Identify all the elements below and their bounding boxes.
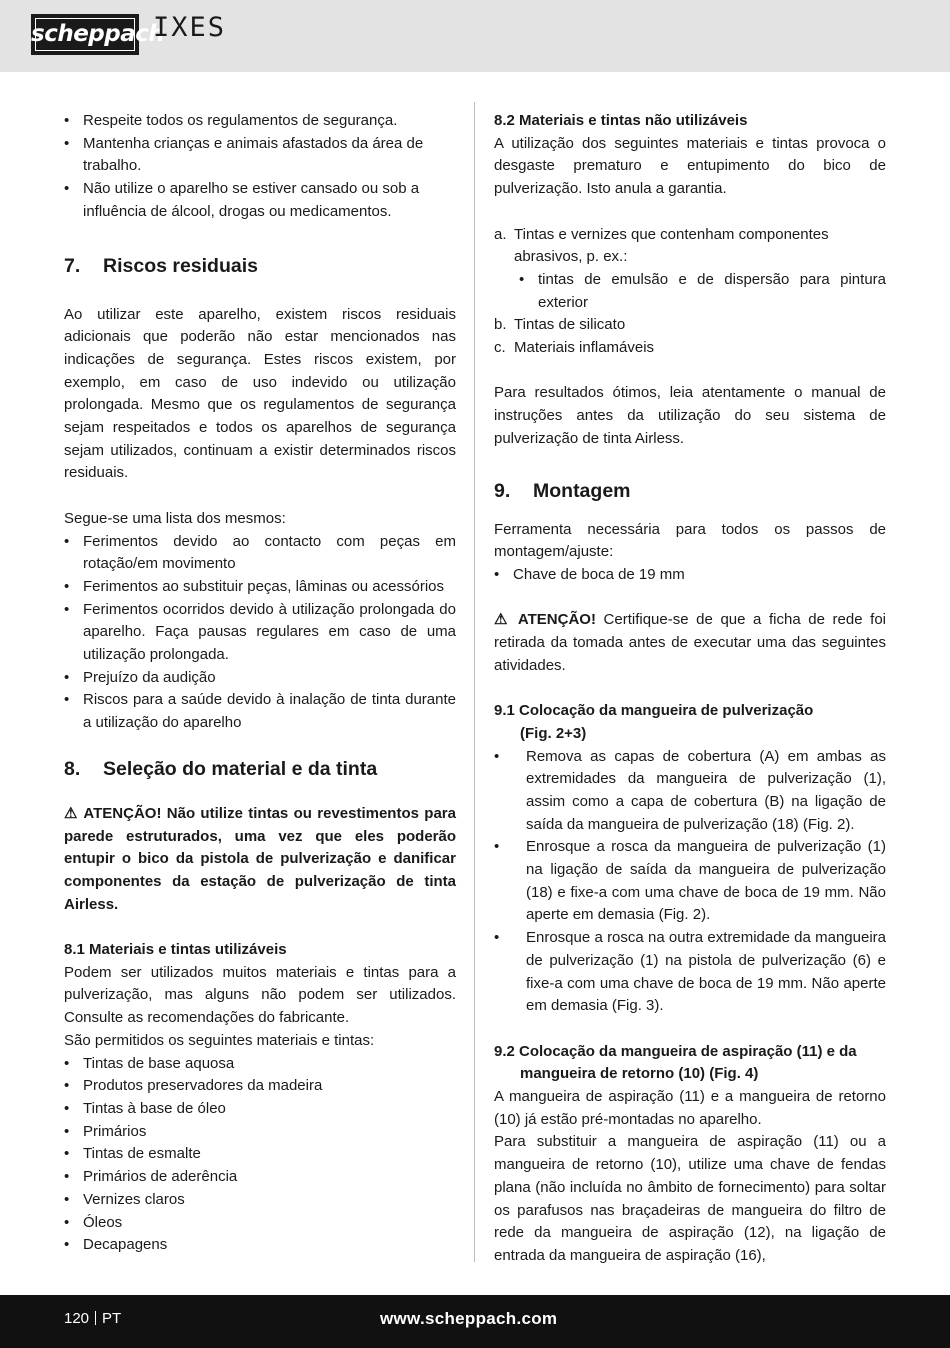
paragraph: Para substituir a mangueira de aspiração (11) ou a mangueira de retorno (10), utilize uma chave de fendas plana (não incluída no âmbito de fornecimento) para soltar os parafusos nas braçadeiras de mangueira do filtro de rede da mangueira de aspiração (12), na ligação de entrada da mangueira de aspiração (16),: [494, 1133, 886, 1264]
separator: [95, 1311, 96, 1325]
paragraph: Segue-se uma lista dos mesmos:: [64, 509, 286, 527]
unusable-materials-list: [494, 224, 886, 269]
website-link[interactable]: www.scheppach.com: [380, 1309, 558, 1328]
list-item: • Riscos para a saúde devido à inalação de tinta durante a utilização do aparelho: [64, 689, 456, 734]
warning-text: Certifique-se de que a ficha de rede foi retirada da tomada antes de executar uma das seguintes atividades.: [494, 611, 886, 674]
warning-label: ⚠ ATENÇÃO!: [494, 611, 596, 629]
residual-risks-list: [64, 531, 456, 735]
subsection-9-1-heading: 9.1 Colocação da mangueira de pulverização: [494, 702, 814, 720]
ixes-brand-logo: IXES: [153, 12, 227, 43]
section-8-heading: [64, 755, 456, 783]
paragraph: São permitidos os seguintes materiais e tintas:: [64, 1031, 375, 1049]
list-item: • Vernizes claros: [64, 1189, 456, 1212]
page-footer: [0, 1295, 950, 1348]
intro-bullet-list: [64, 110, 456, 224]
section-number: 9.: [494, 479, 511, 502]
list-item: • Enrosque a rosca da mangueira de pulverização (1) na ligação de saída da mangueira de pulverização (18) e fixe-a com uma chave de boca de 19 mm. Não aperte em demasia (Fig. 2).: [494, 836, 886, 927]
paragraph: Ferramenta necessária para todos os passos de montagem/ajuste:: [494, 520, 886, 561]
list-item: • Ferimentos ocorridos devido à utilização prolongada do aparelho. Faça pausas regulares em caso de uma utilização prolongada.: [64, 599, 456, 667]
section-title: Seleção do material e da tinta: [103, 757, 378, 780]
section-title: Montagem: [533, 479, 631, 502]
list-item: • Ferimentos devido ao contacto com peças em rotação/em movimento: [64, 531, 456, 576]
list-item: • Primários de aderência: [64, 1166, 456, 1189]
section-title: Riscos residuais: [103, 254, 258, 277]
right-column: [494, 110, 886, 1268]
unusable-materials-list-cont: [494, 314, 886, 359]
paragraph: Ao utilizar este aparelho, existem riscos residuais adicionais que poderão não estar mencionados nas indicações de segurança. Estes riscos existem, por exemplo, em caso de uso indevido ou utilização prolongada. Mesmo que os regulamentos de segurança sejam respeitados e todos os aparelhos de segurança sejam utilizados, continuam a existir determinados riscos residuais.: [64, 305, 456, 482]
paragraph: A utilização dos seguintes materiais e tintas provoca o desgaste prematuro e entupimento do bico de pulverização. Isto anula a garantia.: [494, 134, 886, 198]
sub-bullet-list: [494, 269, 886, 314]
subsection-8-2-heading: 8.2 Materiais e tintas não utilizáveis: [494, 112, 748, 129]
section-7-heading: [64, 252, 456, 280]
paragraph: Podem ser utilizados muitos materiais e tintas para a pulverização, mas alguns não podem ser utilizados. Consulte as recomendações do fabricante.: [64, 963, 456, 1027]
list-item: • Respeite todos os regulamentos de segurança.: [64, 110, 456, 133]
page-number-label: [64, 1309, 121, 1329]
usable-materials-list: [64, 1053, 456, 1257]
language-code: PT: [102, 1310, 122, 1327]
section-number: 7.: [64, 254, 81, 277]
list-item: • Não utilize o aparelho se estiver cansado ou sob a influência de álcool, drogas ou medicamentos.: [64, 178, 456, 223]
list-marker: c.: [494, 339, 506, 357]
list-marker: b.: [494, 316, 507, 334]
left-column: [64, 110, 456, 1257]
list-marker: a.: [494, 225, 507, 243]
tools-list: [494, 564, 886, 587]
warning-paragraph: [494, 609, 886, 677]
list-item-text: Materiais inflamáveis: [514, 339, 655, 357]
page-header: [0, 0, 950, 72]
list-item: • Produtos preservadores da madeira: [64, 1075, 456, 1098]
list-item: • Tintas à base de óleo: [64, 1098, 456, 1121]
subsection-9-2-heading-cont: mangueira de retorno (10) (Fig. 4): [520, 1065, 759, 1083]
paragraph: Para resultados ótimos, leia atentamente o manual de instruções antes da utilização do seu sistema de pulverização de tinta Airless.: [494, 384, 886, 447]
list-item: [494, 224, 886, 269]
list-item: • Tintas de esmalte: [64, 1143, 456, 1166]
list-item: • tintas de emulsão e de dispersão para pintura exterior: [514, 269, 886, 314]
subsection-8-1-heading: 8.1 Materiais e tintas utilizáveis: [64, 941, 287, 959]
list-item: • Tintas de base aquosa: [64, 1053, 456, 1076]
section-9-heading: [494, 477, 886, 505]
subsection-9-1-heading-figref: (Fig. 2+3): [520, 724, 587, 742]
list-item-text: Tintas de silicato: [514, 316, 626, 334]
list-item: • Ferimentos ao substituir peças, lâminas ou acessórios: [64, 576, 456, 599]
section-number: 8.: [64, 757, 81, 780]
scheppach-logo: scheppach: [31, 14, 139, 55]
list-item: • Enrosque a rosca na outra extremidade da mangueira de pulverização (1) na pistola de pulverização (6) e fixe-a com uma chave de boca de 19 mm. Não aperte em demasia (Fig. 3).: [494, 927, 886, 1018]
list-item: [494, 314, 886, 337]
list-item: • Prejuízo da audição: [64, 667, 456, 690]
list-item: • Primários: [64, 1121, 456, 1144]
list-item-text: Tintas e vernizes que contenham componentes abrasivos, p. ex.:: [514, 225, 829, 266]
paragraph: A mangueira de aspiração (11) e a mangueira de retorno (10) já estão pré-montadas no aparelho.: [494, 1088, 886, 1128]
page-number: 120: [64, 1310, 90, 1327]
warning-paragraph: ⚠ ATENÇÃO! Não utilize tintas ou revestimentos para parede estruturados, uma vez que eles poderão entupir o bico da pistola de pulverização e danificar componentes da estação de pulverização de tinta Airless.: [64, 804, 456, 913]
list-item: • Decapagens: [64, 1234, 456, 1257]
column-divider: [474, 102, 475, 1262]
list-item: • Chave de boca de 19 mm: [494, 564, 886, 587]
spray-hose-steps: [494, 746, 886, 1018]
list-item: • Óleos: [64, 1212, 456, 1235]
subsection-9-2-heading: 9.2 Colocação da mangueira de aspiração (11) e da: [494, 1042, 857, 1060]
list-item: [494, 337, 886, 360]
list-item: • Mantenha crianças e animais afastados da área de trabalho.: [64, 133, 456, 178]
list-item: • Remova as capas de cobertura (A) em ambas as extremidades da mangueira de pulverização (1), assim como a capa de cobertura (B) na ligação de saída da mangueira de pulverização (18) (Fig. 2).: [494, 746, 886, 837]
